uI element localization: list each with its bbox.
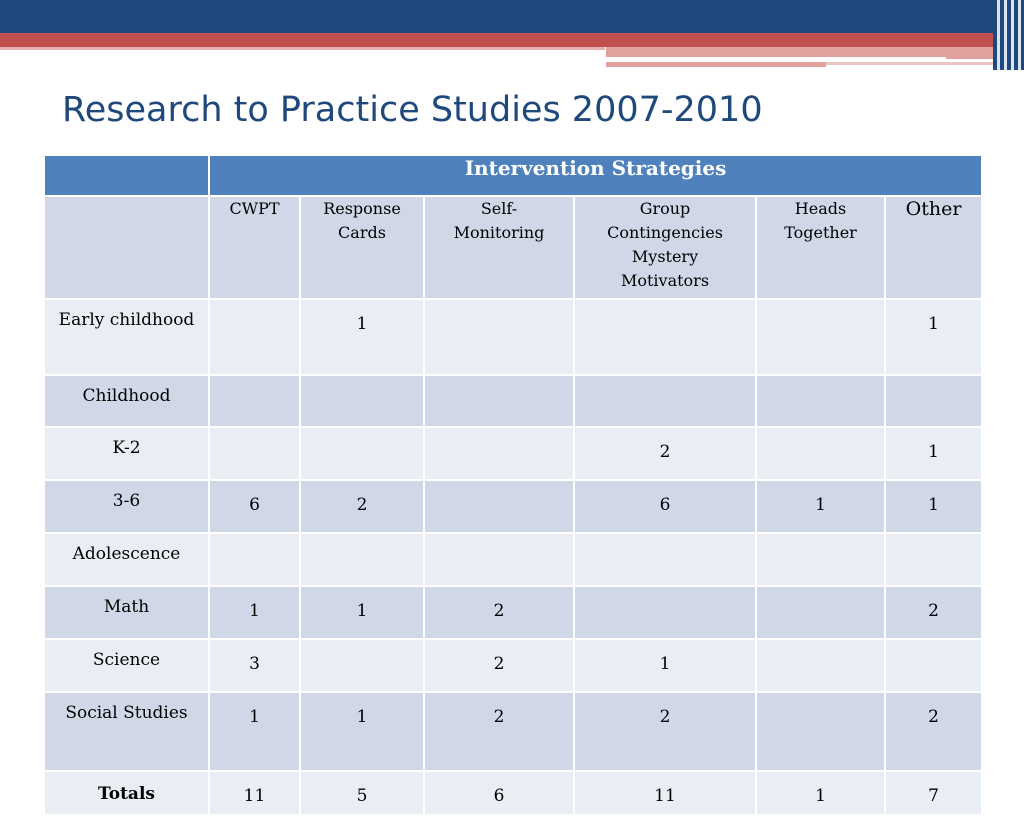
table-row: [44, 639, 982, 692]
totals-cell: 1: [756, 771, 885, 815]
column-header-line: Other: [905, 198, 962, 220]
table-cell: 1: [574, 639, 756, 692]
table-cell: 2: [574, 692, 756, 771]
intervention-table: [43, 154, 983, 816]
column-header-line: Together: [784, 223, 857, 242]
table-cell: 3: [209, 639, 300, 692]
table-cell: [424, 533, 574, 586]
table-cell: 2: [424, 639, 574, 692]
row-label: K-2: [44, 427, 209, 480]
table-cell: [209, 299, 300, 375]
table-cell: 1: [885, 427, 982, 480]
row-label: Science: [44, 639, 209, 692]
table-row: [44, 375, 982, 427]
table-cell: [756, 533, 885, 586]
table-row: [44, 533, 982, 586]
row-label: Adolescence: [44, 533, 209, 586]
table-cell: [424, 299, 574, 375]
header-bar-pink-lower: [606, 62, 826, 67]
column-header-line: Group: [639, 199, 691, 218]
column-header-line: Motivators: [620, 271, 710, 290]
table-cell: 1: [300, 692, 424, 771]
totals-cell: 11: [209, 771, 300, 815]
header-bar-pink: [0, 47, 605, 50]
table-cell: [885, 375, 982, 427]
table-cell: [756, 299, 885, 375]
totals-cell: 7: [885, 771, 982, 815]
table-cell: 1: [756, 480, 885, 533]
table-cell: [756, 427, 885, 480]
column-header-line: CWPT: [229, 199, 280, 218]
column-header-line: Cards: [338, 223, 386, 242]
corner-cell: [44, 155, 209, 196]
column-header: [574, 196, 756, 299]
header-divider-line: [606, 57, 946, 59]
table-cell: [209, 427, 300, 480]
column-header: [756, 196, 885, 299]
table-cell: 2: [424, 692, 574, 771]
column-header-blank: [44, 196, 209, 299]
totals-label: Totals: [44, 771, 209, 815]
table-cell: [574, 299, 756, 375]
table-row: [44, 299, 982, 375]
header-bar-navy: [0, 0, 1024, 33]
table-cell: 1: [885, 299, 982, 375]
row-label: Social Studies: [44, 692, 209, 771]
table-cell: 1: [885, 480, 982, 533]
header-bar-red: [0, 33, 1000, 47]
table-cell: 2: [574, 427, 756, 480]
table-cell: 2: [885, 586, 982, 639]
table-cell: [885, 639, 982, 692]
row-label: Childhood: [44, 375, 209, 427]
table-cell: [756, 692, 885, 771]
table-cell: [424, 480, 574, 533]
table-cell: [209, 375, 300, 427]
table-cell: [300, 639, 424, 692]
table-cell: 1: [300, 299, 424, 375]
column-header-line: Contingencies: [607, 223, 723, 242]
column-header-line: Heads: [794, 199, 847, 218]
row-label: Early childhood: [44, 299, 209, 375]
table-cell: [574, 533, 756, 586]
table-cell: [756, 586, 885, 639]
table-cell: [756, 639, 885, 692]
totals-cell: 5: [300, 771, 424, 815]
slide-title: Research to Practice Studies 2007-2010: [62, 90, 763, 130]
table-cell: 1: [300, 586, 424, 639]
table-cell: 6: [574, 480, 756, 533]
header-bar-pink-thin: [826, 62, 1004, 65]
group-header: Intervention Strategies: [209, 155, 982, 196]
table-cell: [574, 375, 756, 427]
table-cell: 2: [885, 692, 982, 771]
table-group-header-row: [44, 155, 982, 196]
table-cell: [424, 427, 574, 480]
table-cell: 1: [209, 692, 300, 771]
table-cell: [424, 375, 574, 427]
column-header-line: Mystery: [631, 247, 699, 266]
totals-cell: 11: [574, 771, 756, 815]
header-vertical-stripes: [993, 0, 1024, 70]
table-cell: 6: [209, 480, 300, 533]
table-row: [44, 586, 982, 639]
table-cell: [574, 586, 756, 639]
column-header: [885, 196, 982, 299]
row-label: 3-6: [44, 480, 209, 533]
table-cell: [885, 533, 982, 586]
table-cell: [756, 375, 885, 427]
table-cell: 2: [300, 480, 424, 533]
table-cell: 2: [424, 586, 574, 639]
table-cell: [209, 533, 300, 586]
table-row: [44, 692, 982, 771]
column-header-line: Monitoring: [453, 223, 545, 242]
column-header: [300, 196, 424, 299]
column-header: [424, 196, 574, 299]
column-header-line: Self-: [480, 199, 518, 218]
table-cell: 1: [209, 586, 300, 639]
column-header-row: [44, 196, 982, 299]
column-header: [209, 196, 300, 299]
totals-row: [44, 771, 982, 815]
column-header-line: Response: [323, 199, 401, 218]
totals-cell: 6: [424, 771, 574, 815]
table-cell: [300, 427, 424, 480]
table-cell: [300, 375, 424, 427]
table-row: [44, 480, 982, 533]
table-cell: [300, 533, 424, 586]
row-label: Math: [44, 586, 209, 639]
table-row: [44, 427, 982, 480]
